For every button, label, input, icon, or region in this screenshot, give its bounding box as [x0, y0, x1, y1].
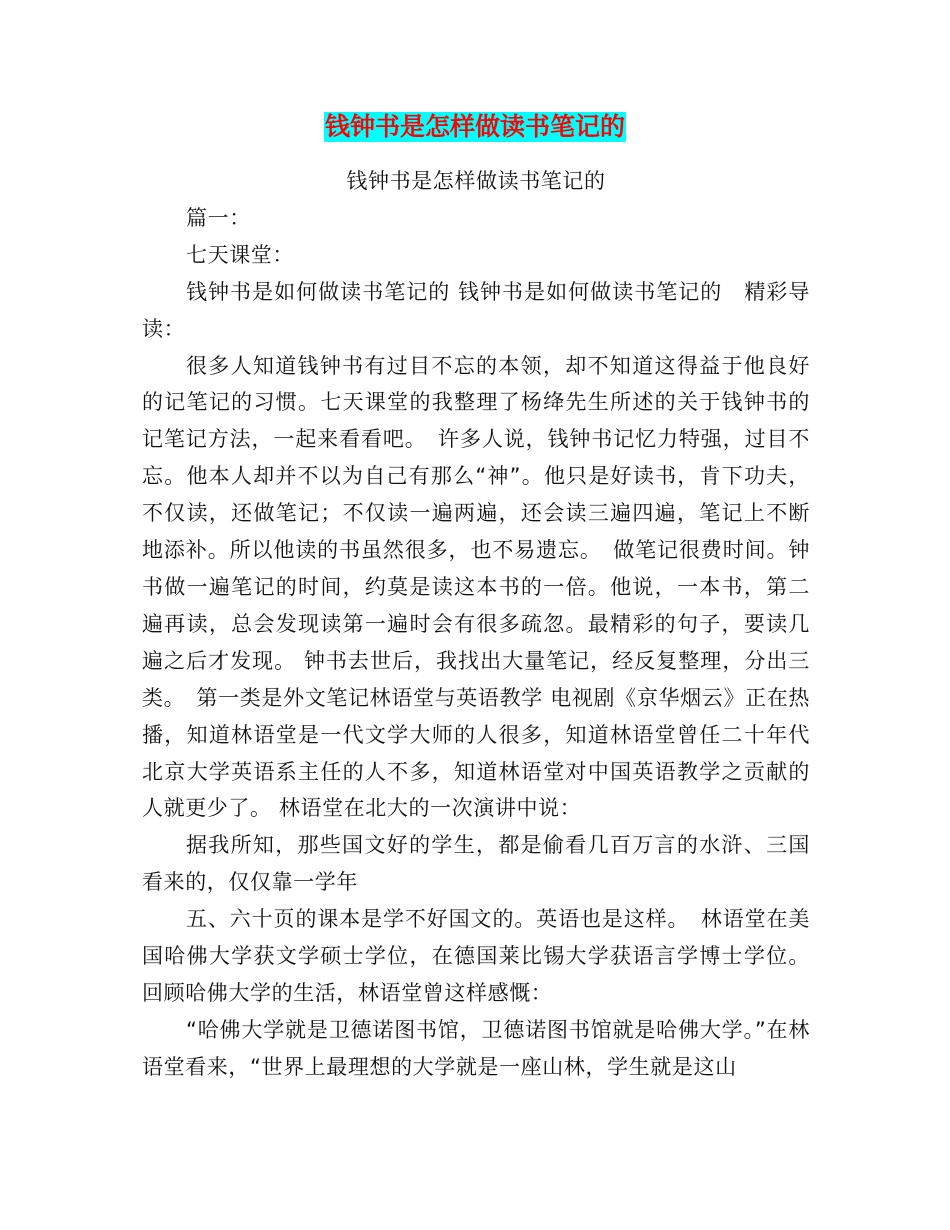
paragraph: 据我所知，那些国文好的学生，都是偷看几百万言的水浒、三国看来的，仅仅靠一学年 [142, 833, 810, 895]
paragraph: 篇一： [186, 205, 251, 230]
title-block [0, 112, 950, 142]
paragraph: 七天课堂： [186, 242, 294, 267]
document-title: 钱钟书是怎样做读书笔记的 [324, 112, 625, 141]
paragraph: “哈佛大学就是卫德诺图书馆，卫德诺图书馆就是哈佛大学。”在林语堂看来，“世界上最理想的大学就是一座山林，学生就是这山 [142, 1017, 810, 1079]
paragraph: 五、六十页的课本是学不好国文的。英语也是这样。 林语堂在美国哈佛大学获文学硕士学位，在德国莱比锡大学获语言学博士学位。回顾哈佛大学的生活，林语堂曾这样感慨： [142, 907, 810, 1005]
document-body [142, 163, 810, 1086]
paragraph: 很多人知道钱钟书有过目不忘的本领，却不知道这得益于他良好的记笔记的习惯。七天课堂的我整理了杨绛先生所述的关于钱钟书的记笔记方法，一起来看看吧。 许多人说，钱钟书记忆力特强，过目不忘。他本人却并不以为自己有那么“神”。他只是好读书，肯下功夫，不仅读，还做笔记；不仅读一遍两遍，还会读三遍四遍，笔记上不断地添补。所以他读的书虽然很多，也不易遗忘。 做笔记很费时间。钟书做一遍笔记的时间，约莫是读这本书的一倍。他说，一本书，第二遍再读，总会发现读第一遍时会有很多疏忽。最精彩的句子，要读几遍之后才发现。 钟书去世后，我找出大量笔记，经反复整理，分出三类。 第一类是外文笔记林语堂与英语教学 电视剧《京华烟云》正在热播，知道林语堂是一代文学大师的人很多，知道林语堂曾任二十年代北京大学英语系主任的人不多，知道林语堂对中国英语教学之贡献的人就更少了。 林语堂在北大的一次演讲中说： [142, 353, 810, 821]
paragraph: 钱钟书是如何做读书笔记的 钱钟书是如何做读书笔记的 精彩导读： [142, 279, 810, 341]
document-subtitle: 钱钟书是怎样做读书笔记的 [346, 169, 606, 193]
